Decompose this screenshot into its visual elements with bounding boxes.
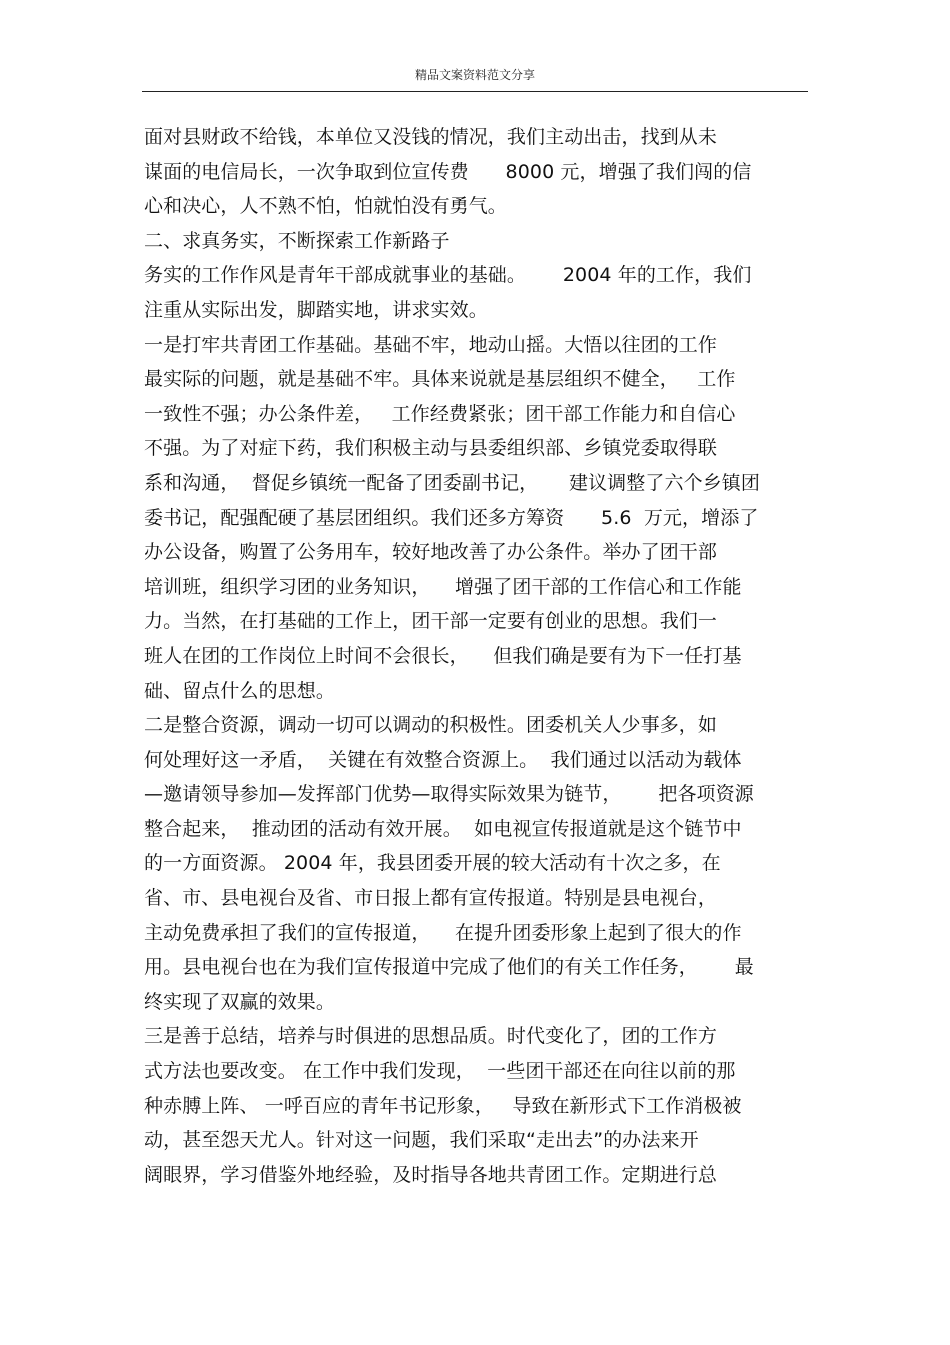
text-line: 主动免费承担了我们的宣传报道， 在提升团委形象上起到了很大的作 [144, 921, 742, 944]
text-line: 动，甚至怨天尤人。针对这一问题，我们采取“走出去”的办法来开 [144, 1129, 699, 1152]
text-line: 种赤膊上阵、 一呼百应的青年书记形象， 导致在新形式下工作消极被 [144, 1094, 742, 1117]
text-line: 最实际的问题，就是基础不牢。具体来说就是基层组织不健全， 工作 [144, 368, 736, 391]
text-line: 三是善于总结，培养与时俱进的思想品质。时代变化了，团的工作方 [144, 1025, 718, 1048]
document-body [144, 120, 808, 1192]
text-line: 整合起来， 推动团的活动有效开展。 如电视宣传报道就是这个链节中 [144, 817, 742, 840]
text-line: 心和决心，人不熟不怕，怕就怕没有勇气。 [144, 195, 507, 218]
text-line: 一致性不强；办公条件差， 工作经费紧张；团干部工作能力和自信心 [144, 402, 736, 425]
text-line: 二是整合资源，调动一切可以调动的积极性。团委机关人少事多，如 [144, 714, 718, 737]
text-line: 省、市、县电视台及省、市日报上都有宣传报道。特别是县电视台， [144, 887, 718, 910]
text-line: 培训班，组织学习团的业务知识， 增强了团干部的工作信心和工作能 [144, 575, 742, 598]
text-line: 办公设备，购置了公务用车，较好地改善了办公条件。举办了团干部 [144, 541, 718, 564]
page-header: 精品文案资料范文分享 [414, 68, 535, 82]
text-line: 务实的工作作风是青年干部成就事业的基础。 2004 年的工作，我们 [144, 264, 752, 287]
text-line: —邀请领导参加—发挥部门优势—取得实际效果为链节， 把各项资源 [144, 783, 754, 806]
text-line: 面对县财政不给钱，本单位又没钱的情况，我们主动出击，找到从未 [144, 126, 718, 148]
text-line: 终实现了双赢的效果。 [144, 990, 336, 1013]
header-divider [142, 91, 808, 92]
text-line: 础、留点什么的思想。 [144, 679, 336, 702]
text-line: 力。当然，在打基础的工作上，团干部一定要有创业的思想。我们一 [144, 610, 718, 633]
text-line: 何处理好这一矛盾， 关键在有效整合资源上。 我们通过以活动为载体 [144, 748, 742, 771]
text-line: 系和沟通， 督促乡镇统一配备了团委副书记， 建议调整了六个乡镇团 [144, 471, 760, 494]
text-line: 委书记，配强配硬了基层团组织。我们还多方筹资 5.6 万元，增添了 [144, 506, 759, 529]
text-line: 一是打牢共青团工作基础。基础不牢，地动山摇。大悟以往团的工作 [144, 333, 718, 356]
text-line: 的一方面资源。 2004 年，我县团委开展的较大活动有十次之多，在 [144, 852, 721, 875]
text-line: 式方法也要改变。 在工作中我们发现， 一些团干部还在向往以前的那 [144, 1060, 736, 1083]
text-line: 谋面的电信局长，一次争取到位宣传费 8000 元，增强了我们闯的信 [144, 160, 752, 183]
text-line: 用。县电视台也在为我们宣传报道中完成了他们的有关工作任务， 最 [144, 956, 754, 979]
text-line: 二、求真务实，不断探索工作新路子 [144, 229, 450, 252]
text-line: 阔眼界，学习借鉴外地经验，及时指导各地共青团工作。定期进行总 [144, 1163, 718, 1186]
text-line: 注重从实际出发，脚踏实地，讲求实效。 [144, 298, 488, 321]
text-line: 班人在团的工作岗位上时间不会很长， 但我们确是要有为下一任打基 [144, 644, 742, 667]
text-line: 不强。为了对症下药，我们积极主动与县委组织部、乡镇党委取得联 [144, 437, 718, 460]
